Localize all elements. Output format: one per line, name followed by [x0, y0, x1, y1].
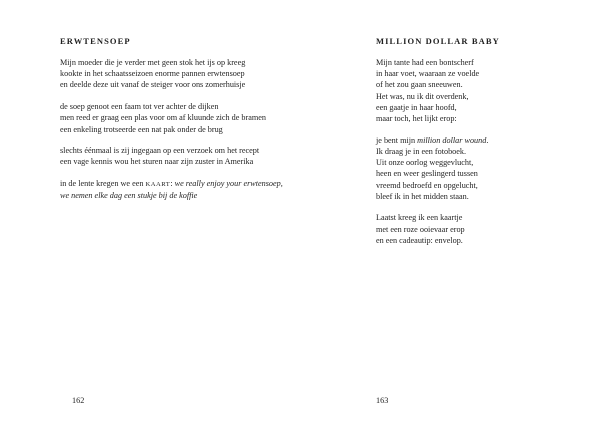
poem-line: Laatst kreeg ik een kaartje	[376, 213, 463, 223]
smallcaps-word: KAART	[145, 181, 171, 189]
poem-line: maar toch, het lijkt erop:	[376, 114, 457, 124]
italic-quote: we really enjoy your erwtensoep,	[174, 179, 283, 189]
line-text: in de lente kregen we een	[60, 179, 146, 189]
poem-line: en deelde deze uit vanaf de steiger voor ons zomerhuisje	[60, 80, 246, 90]
poem-line: Uit onze oorlog weggevlucht,	[376, 158, 474, 168]
poem-line: bleef ik in het midden staan.	[376, 191, 469, 201]
poem-line: vreemd bedroefd en opgelucht,	[376, 180, 478, 190]
poem-line: heen en weer geslingerd tussen	[376, 169, 478, 179]
poem-line: slechts éénmaal is zij ingegaan op een verzoek om het recept	[60, 146, 260, 156]
italic-quote: we nemen elke dag een stukje bij de koffie	[60, 191, 198, 201]
stanza	[60, 57, 285, 91]
poem-title: MILLION DOLLAR BABY	[376, 36, 500, 46]
poem-line: een enkeling trotseerde een nat pak onder de brug	[60, 124, 223, 134]
page-number: 163	[376, 396, 389, 405]
stanza	[60, 101, 285, 135]
poem-line: en een cadeautip: envelop.	[376, 235, 463, 245]
stanza	[376, 212, 576, 246]
poem-line: of het zou gaan sneeuwen.	[376, 80, 463, 90]
stanza	[60, 178, 285, 201]
colon: :	[170, 179, 175, 189]
poem-line: met een roze ooievaar erop	[376, 224, 465, 234]
poem-line: een vage kennis wou het sturen naar zijn zuster in Amerika	[60, 157, 254, 167]
stanza	[376, 57, 576, 124]
poem-line	[60, 190, 285, 201]
poem-title: ERWTENSOEP	[60, 36, 131, 46]
line-text: je bent mijn	[376, 135, 418, 145]
poem-line: Het was, nu ik dit overdenk,	[376, 91, 469, 101]
poem-line	[376, 135, 576, 146]
poem-body	[376, 57, 576, 257]
poem-line: een gaatje in haar hoofd,	[376, 102, 457, 112]
poem-line: in haar voet, waaraan ze voelde	[376, 69, 480, 79]
poem-line: Mijn moeder die je verder met geen stok het ijs op kreeg	[60, 58, 246, 67]
poem-line: Ik draag je in een fotoboek.	[376, 146, 467, 156]
italic-phrase: million dollar wound	[417, 135, 487, 145]
page-number: 162	[72, 396, 85, 405]
poem-line: kookte in het schaatsseizoen enorme pannen erwtensoep	[60, 69, 245, 79]
poem-body	[60, 57, 285, 212]
stanza	[376, 135, 576, 202]
poem-line	[60, 178, 285, 190]
poem-line: de soep genoot een faam tot ver achter de dijken	[60, 102, 219, 112]
line-text: .	[486, 135, 489, 145]
stanza	[60, 145, 285, 167]
right-page	[300, 0, 600, 432]
poem-line: Mijn tante had een bontscherf	[376, 58, 474, 67]
poem-line: men reed er graag een plas voor om af kluunde zich de bramen	[60, 113, 266, 123]
